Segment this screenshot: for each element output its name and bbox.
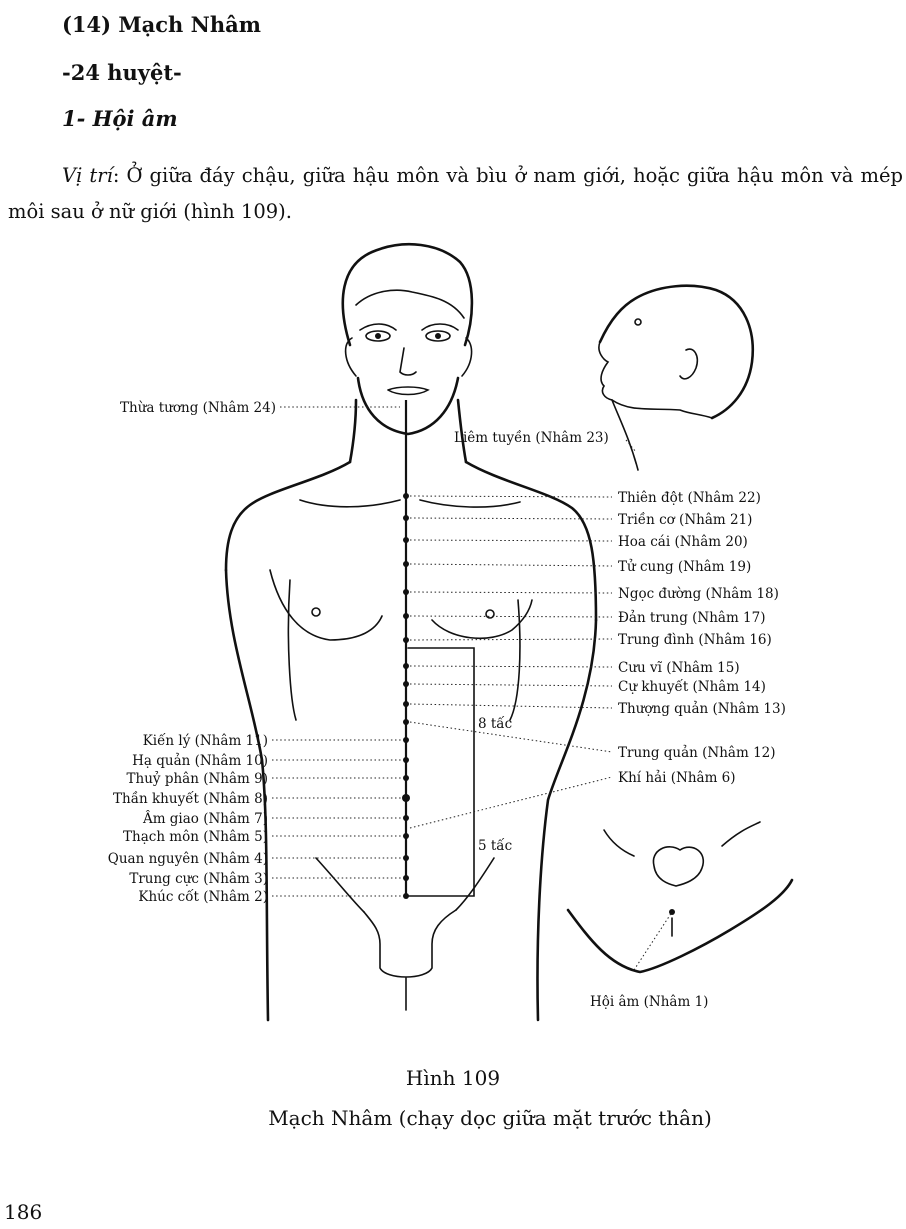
label-nham-7: Âm giao (Nhâm 7) [142, 811, 268, 827]
label-nham-4: Quan nguyên (Nhâm 4) [107, 851, 268, 867]
label-nham-11: Kiến lý (Nhâm 11) [142, 733, 268, 749]
label-nham-20: Hoa cái (Nhâm 20) [618, 534, 748, 550]
perineum-drawing [568, 822, 792, 972]
figure-caption-text: Mạch Nhâm (chạy dọc giữa mặt trước thân) [268, 1106, 712, 1130]
label-nham-9: Thuỷ phân (Nhâm 9) [126, 771, 268, 787]
head-profile-drawing [599, 286, 753, 470]
point-title: 1- Hội âm [62, 106, 178, 131]
label-nham-3: Trung cực (Nhâm 3) [129, 871, 268, 887]
figure-caption-number: Hình 109 [405, 1066, 501, 1090]
label-nham-14: Cự khuyết (Nhâm 14) [618, 679, 766, 695]
label-nham-15: Cưu vĩ (Nhâm 15) [618, 660, 740, 676]
label-nham-12: Trung quản (Nhâm 12) [618, 745, 776, 761]
label-nham-24: Thừa tương (Nhâm 24) [120, 400, 276, 416]
acupoint-labels [108, 400, 786, 1010]
label-nham-2: Khúc cốt (Nhâm 2) [138, 889, 268, 905]
label-nham-8: Thần khuyết (Nhâm 8) [113, 791, 268, 807]
point-count: -24 huyệt- [62, 60, 182, 85]
label-5-tac: 5 tấc [478, 838, 513, 854]
label-nham-10: Hạ quản (Nhâm 10) [132, 753, 268, 769]
label-8-tac: 8 tấc [478, 716, 513, 732]
leader-lines [272, 407, 672, 970]
label-nham-5: Thạch môn (Nhâm 5) [123, 829, 268, 845]
location-label: Vị trí [62, 164, 113, 187]
label-nham-21: Triền cơ (Nhâm 21) [618, 512, 753, 528]
measurement-bracket [408, 648, 474, 896]
page-number: 186 [4, 1200, 43, 1224]
label-nham-6: Khí hải (Nhâm 6) [618, 770, 736, 786]
label-nham-13: Thượng quản (Nhâm 13) [618, 701, 786, 717]
label-nham-23: Liêm tuyền (Nhâm 23) [454, 430, 609, 446]
label-nham-19: Tử cung (Nhâm 19) [618, 559, 752, 575]
label-nham-16: Trung đình (Nhâm 16) [618, 632, 772, 648]
label-nham-18: Ngọc đường (Nhâm 18) [618, 586, 779, 602]
section-title: (14) Mạch Nhâm [62, 12, 261, 37]
body-outline [226, 244, 596, 1020]
label-nham-22: Thiên đột (Nhâm 22) [618, 490, 761, 506]
label-nham-1: Hội âm (Nhâm 1) [590, 994, 709, 1010]
location-text: : Ở giữa đáy chậu, giữa hậu môn và bìu ở nam giới, hoặc giữa hậu môn và mép môi sau ở nữ giới (hình 109). [8, 164, 903, 223]
label-nham-17: Đản trung (Nhâm 17) [618, 610, 766, 626]
